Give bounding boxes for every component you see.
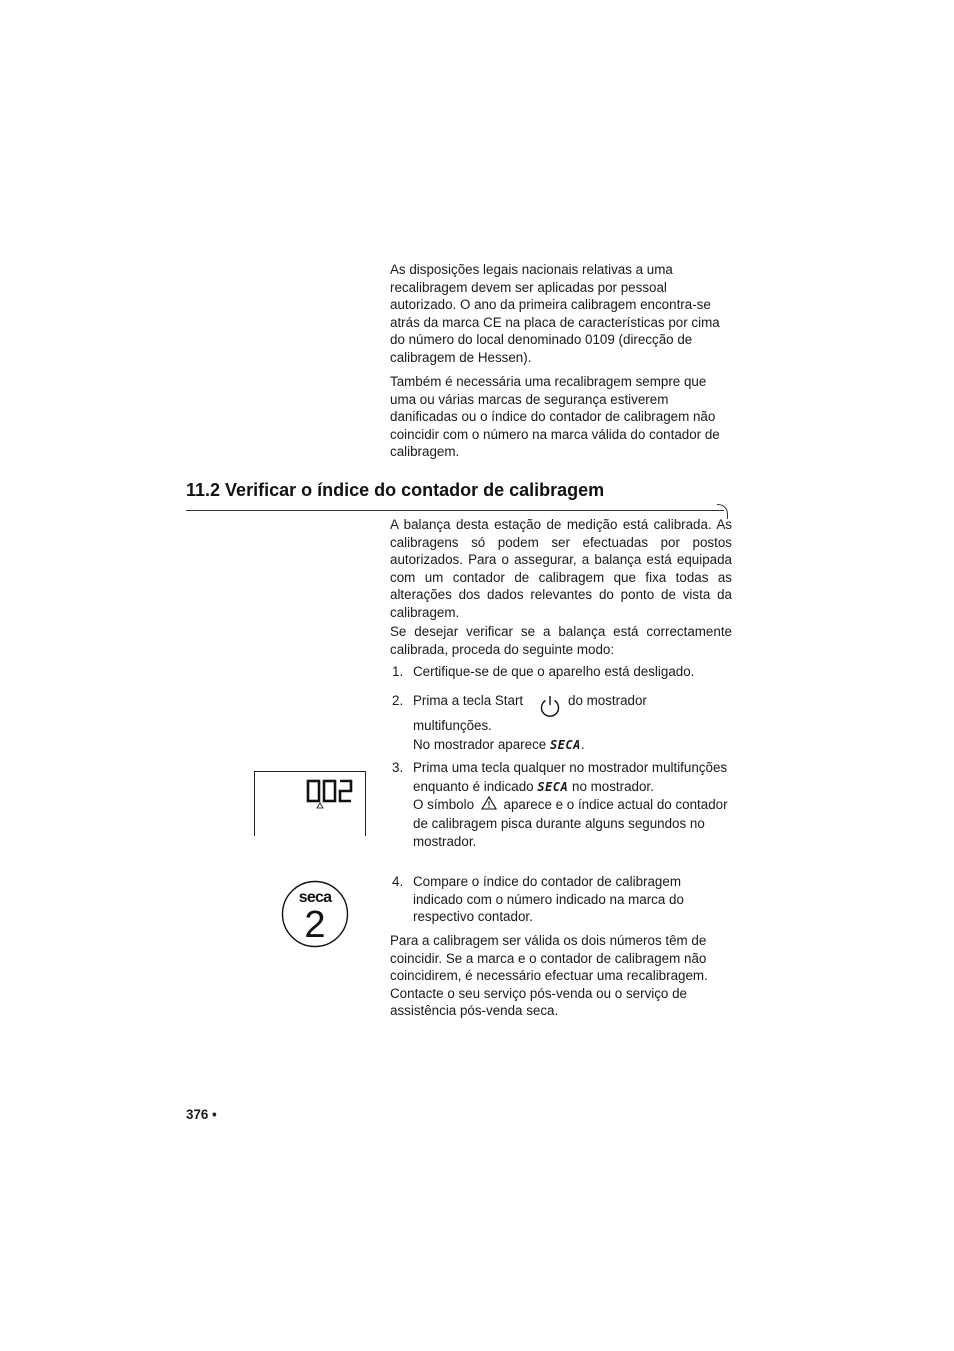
- lcd-seca-label: SECA: [549, 738, 581, 752]
- step-text: no mostrador.: [572, 778, 654, 794]
- step-text: Certifique-se de que o aparelho está desligado.: [413, 664, 695, 679]
- step-text: Prima uma tecla qualquer no mostrador multifunções enquanto é indicado: [413, 760, 728, 794]
- step-text: No mostrador aparece: [413, 737, 547, 752]
- seal-brand: seca: [298, 889, 332, 906]
- power-icon: [538, 694, 562, 718]
- section-heading: 11.2 Verificar o índice do contador de calibragem: [186, 480, 605, 500]
- intro-paragraph-2: Também é necessária uma recalibragem sempre que uma ou várias marcas de segurança estiverem danificadas ou o índice do contador de calibragem não coincidir com o número na marca válida do contador de calibragem.: [390, 374, 720, 460]
- counter-display: [306, 776, 354, 810]
- section-paragraph-2: Se desejar verificar se a balança está correctamente calibrada, proceda do seguinte modo:: [390, 624, 732, 657]
- step-number: 2.: [392, 693, 404, 708]
- warning-triangle-icon: [481, 796, 497, 810]
- lcd-seca-label: SECA: [537, 779, 569, 794]
- step-number: 3.: [392, 760, 404, 775]
- step-text: multifunções.: [413, 718, 492, 733]
- heading-rule: [186, 510, 724, 511]
- seal-number: 2: [304, 904, 326, 946]
- step-number: 4.: [392, 874, 404, 889]
- step-number: 1.: [392, 664, 404, 679]
- step-text: aparece e o índice actual do contador de calibragem pisca durante alguns segundos no mostrador.: [413, 797, 728, 849]
- display-value: 002: [306, 776, 308, 777]
- step-text: do mostrador: [568, 693, 647, 708]
- step-text: Compare o índice do contador de calibragem indicado com o número indicado na marca do respectivo contador.: [413, 874, 684, 924]
- seca-calibration-seal: [281, 880, 349, 948]
- page-number: 376 •: [186, 1107, 217, 1122]
- closing-paragraph: Para a calibragem ser válida os dois números têm de coincidir. Se a marca e o contador de calibragem não coincidirem, é necessário efectuar uma recalibragem. Contacte o seu serviço pós-venda ou o serviço de assistência pós-venda seca.: [390, 933, 708, 1019]
- step-text: O símbolo: [413, 797, 475, 812]
- step-text: Prima a tecla Start: [413, 693, 524, 708]
- intro-paragraph-1: As disposições legais nacionais relativas a uma recalibragem devem ser aplicadas por pessoal autorizado. O ano da primeira calibragem encontra-se atrás da marca CE na placa de características por cima do número do local denominado 0109 (direcção de calibragem de Hessen).: [390, 262, 720, 365]
- section-paragraph-1: A balança desta estação de medição está calibrada. As calibragens só podem ser efectuadas por postos autorizados. Para o assegurar, a balança está equipada com um contador de calibragem que fixa todas as alterações dos dados relevantes do ponto de vista da calibragem.: [390, 517, 732, 620]
